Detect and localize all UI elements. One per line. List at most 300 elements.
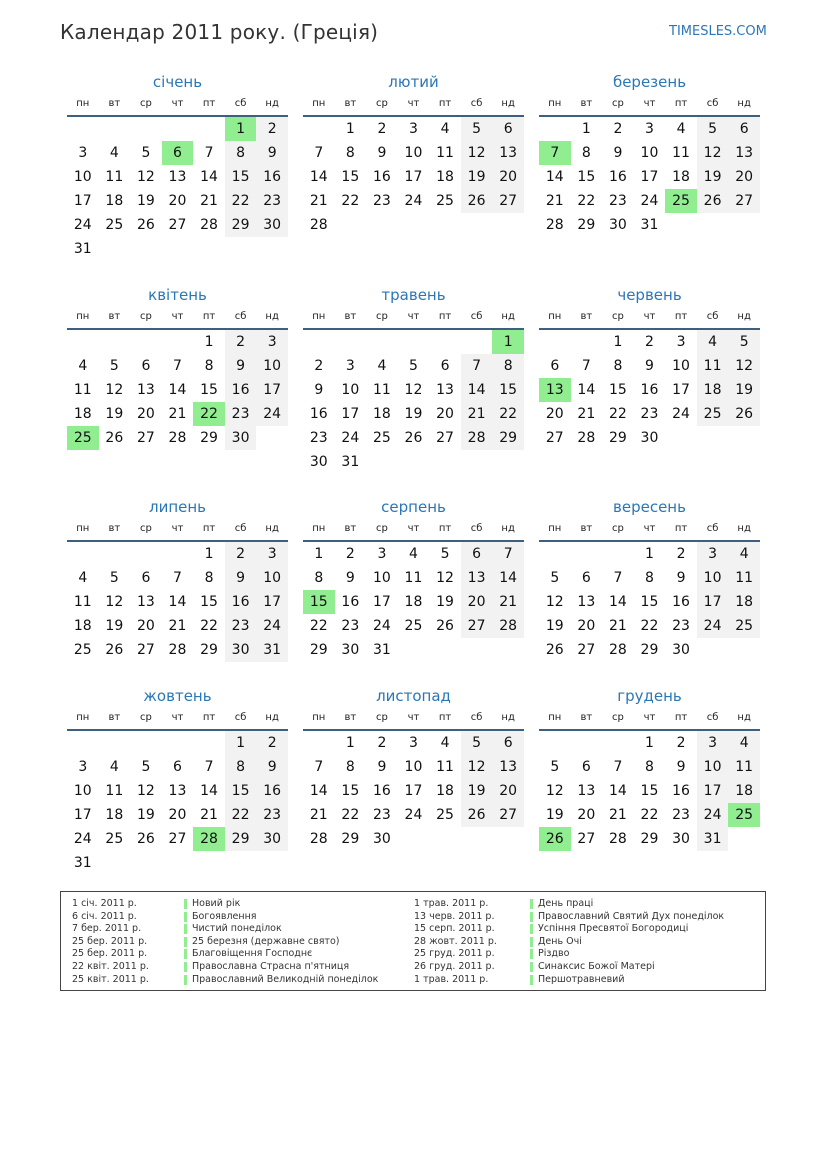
day-cell: 4 [109,145,119,161]
legend-date: 25 груд. 2011 р. [414,948,495,960]
empty-cell [398,330,430,354]
legend-date: 6 січ. 2011 р. [72,910,137,922]
day-cell: 17 [697,590,729,614]
day-cell: 12 [461,755,493,779]
day-cell: 28 [608,831,627,847]
day-cell: 15 [577,169,596,185]
day-cell: 22 [200,618,218,634]
month-6 [539,284,760,450]
day-cell: 6 [440,358,450,374]
day-cell: 28 [461,426,493,450]
legend-color-marker [184,899,187,909]
day-cell: 10 [697,755,729,779]
weekday-label: сб [234,523,247,534]
day-cell: 27 [728,189,760,213]
day-cell: 3 [676,334,686,350]
day-cell: 8 [645,570,654,586]
weekday-label: ср [611,311,624,322]
legend-holiday-name: 25 березня (державне свято) [192,935,340,947]
day-cell: 4 [78,358,88,374]
weekday-label: чт [643,523,656,534]
day-cell: 18 [436,783,454,799]
weekday-label: нд [265,712,279,723]
month-name: грудень [617,687,682,705]
holiday-day-cell: 1 [492,330,524,354]
weekday-label: пн [76,98,90,109]
month-name: червень [617,286,682,304]
weekday-label: ср [139,712,152,723]
legend-date: 28 жовт. 2011 р. [414,935,497,947]
empty-cell [539,731,571,755]
day-cell: 14 [608,783,627,799]
day-cell: 17 [372,594,391,610]
month-name: квітень [148,286,207,304]
empty-cell [303,117,335,141]
legend-date: 1 трав. 2011 р. [414,973,489,985]
day-cell: 18 [73,406,92,422]
day-cell: 13 [492,141,524,165]
day-cell: 5 [109,358,119,374]
day-cell: 5 [461,731,493,755]
day-cell: 4 [78,570,88,586]
day-cell: 21 [608,807,627,823]
day-cell: 30 [309,454,328,470]
weekday-label: сб [470,523,483,534]
day-cell: 15 [341,169,360,185]
weekday-label: пн [548,311,562,322]
weekday-header [67,707,288,731]
weekday-label: пт [202,311,216,322]
empty-cell [602,542,634,566]
day-cell: 12 [545,594,564,610]
month-12 [539,685,760,851]
day-cell: 7 [204,145,214,161]
day-cell: 16 [309,406,328,422]
day-cell: 17 [640,169,659,185]
day-cell: 3 [256,330,288,354]
day-cell: 31 [256,638,288,662]
day-cell: 6 [141,570,151,586]
day-cell: 4 [377,358,387,374]
empty-cell [162,542,194,566]
day-cell: 22 [341,193,360,209]
day-grid [303,542,524,662]
empty-cell [67,330,99,354]
day-cell: 18 [728,590,760,614]
day-cell: 24 [73,831,92,847]
day-cell: 23 [309,430,328,446]
day-cell: 9 [377,145,387,161]
empty-cell [130,731,162,755]
day-cell: 14 [200,783,218,799]
day-cell: 6 [581,759,591,775]
legend-date: 1 січ. 2011 р. [72,898,137,909]
day-cell: 11 [436,145,454,161]
day-cell: 6 [550,358,560,374]
day-cell: 23 [372,193,391,209]
day-grid [67,117,288,261]
weekday-label: пн [312,98,326,109]
day-cell: 22 [608,406,627,422]
day-cell: 15 [640,594,659,610]
month-name: березень [612,73,687,91]
day-cell: 22 [225,803,257,827]
weekday-label: ср [375,311,388,322]
weekday-label: пт [674,311,688,322]
day-cell: 10 [640,145,659,161]
day-cell: 15 [200,382,218,398]
day-cell: 22 [640,618,659,634]
day-cell: 18 [728,779,760,803]
day-cell: 11 [404,570,423,586]
day-cell: 13 [577,594,596,610]
day-cell: 6 [492,731,524,755]
day-cell: 30 [225,638,257,662]
day-cell: 20 [492,779,524,803]
weekday-label: пт [202,712,216,723]
empty-cell [539,542,571,566]
empty-cell [99,731,131,755]
weekday-label: нд [501,98,515,109]
empty-cell [162,117,194,141]
weekday-label: вт [344,98,357,109]
day-cell: 28 [168,430,187,446]
day-cell: 23 [256,189,288,213]
day-cell: 30 [256,827,288,851]
weekday-label: пн [76,311,90,322]
holiday-day-cell: 25 [728,803,760,827]
day-grid [539,542,760,662]
day-cell: 5 [109,570,119,586]
day-cell: 1 [204,546,214,562]
holiday-day-cell: 13 [539,378,571,402]
day-grid [67,731,288,875]
weekday-label: ср [375,98,388,109]
month-name: лютий [388,73,439,91]
day-cell: 27 [136,642,155,658]
weekday-label: вт [344,523,357,534]
legend-color-marker [530,912,533,922]
day-cell: 30 [608,217,627,233]
weekday-label: нд [737,311,751,322]
weekday-header [539,518,760,542]
day-cell: 27 [577,642,596,658]
weekday-label: пт [438,98,452,109]
day-cell: 30 [256,213,288,237]
day-cell: 27 [461,614,493,638]
weekday-label: вт [580,98,593,109]
day-cell: 12 [545,783,564,799]
day-cell: 9 [613,145,623,161]
weekday-label: чт [407,523,420,534]
legend-date: 26 груд. 2011 р. [414,961,495,972]
month-7 [67,496,288,662]
month-4 [67,284,288,450]
weekday-label: пт [674,523,688,534]
weekday-label: сб [470,311,483,322]
legend-date: 13 черв. 2011 р. [414,910,495,922]
weekday-label: нд [737,712,751,723]
day-cell: 11 [73,594,92,610]
day-cell: 29 [640,642,659,658]
day-cell: 29 [640,831,659,847]
day-cell: 10 [73,783,92,799]
month-name: серпень [381,498,446,516]
legend-holiday-name: Різдво [538,948,570,960]
day-cell: 12 [105,382,124,398]
day-cell: 14 [200,169,218,185]
day-cell: 17 [404,783,423,799]
weekday-label: сб [234,712,247,723]
weekday-label: пн [548,712,562,723]
month-name: вересень [613,498,686,516]
weekday-label: сб [234,98,247,109]
day-cell: 25 [73,642,92,658]
day-cell: 15 [225,779,257,803]
day-cell: 10 [697,566,729,590]
day-cell: 29 [225,213,257,237]
empty-cell [99,542,131,566]
day-cell: 9 [314,382,324,398]
day-cell: 11 [372,382,391,398]
legend-color-marker [184,937,187,947]
day-cell: 17 [672,382,690,398]
legend-holiday-name: Православна Страсна п'ятниця [192,961,350,972]
weekday-label: вт [108,523,121,534]
day-grid [303,330,524,474]
day-cell: 29 [492,426,524,450]
day-cell: 7 [314,145,324,161]
weekday-label: ср [611,98,624,109]
day-cell: 31 [372,642,391,658]
empty-cell [571,542,603,566]
day-cell: 24 [256,402,288,426]
day-cell: 10 [256,566,288,590]
empty-cell [193,117,225,141]
day-cell: 11 [105,783,124,799]
holiday-legend [60,891,766,991]
day-cell: 29 [608,430,627,446]
day-cell: 26 [105,642,124,658]
day-cell: 24 [73,217,92,233]
day-cell: 25 [697,402,729,426]
weekday-label: ср [139,98,152,109]
day-cell: 31 [341,454,360,470]
day-cell: 31 [697,827,729,851]
day-cell: 19 [105,406,124,422]
day-cell: 21 [168,618,187,634]
legend-holiday-name: День праці [538,898,594,909]
day-cell: 10 [404,145,423,161]
day-cell: 20 [577,807,596,823]
day-cell: 23 [341,618,360,634]
day-cell: 1 [225,731,257,755]
day-grid [539,117,760,237]
weekday-header [67,306,288,330]
weekday-label: чт [643,98,656,109]
legend-date: 25 квіт. 2011 р. [72,973,149,985]
weekday-label: сб [470,712,483,723]
day-cell: 27 [168,217,187,233]
day-cell: 31 [73,855,92,871]
weekday-label: вт [108,311,121,322]
day-cell: 27 [168,831,187,847]
day-cell: 12 [728,354,760,378]
day-cell: 10 [341,382,360,398]
day-cell: 14 [577,382,596,398]
day-cell: 6 [492,117,524,141]
day-cell: 18 [672,169,690,185]
weekday-header [539,707,760,731]
day-cell: 19 [136,193,155,209]
day-cell: 26 [545,642,564,658]
day-cell: 12 [136,783,155,799]
weekday-label: пн [312,523,326,534]
day-cell: 21 [461,402,493,426]
day-cell: 2 [676,735,686,751]
day-cell: 19 [545,807,564,823]
day-cell: 13 [136,594,155,610]
day-cell: 13 [728,141,760,165]
legend-holiday-name: Богоявлення [192,910,257,922]
day-cell: 24 [672,406,690,422]
day-cell: 19 [697,165,729,189]
holiday-day-cell: 25 [67,426,99,450]
day-cell: 15 [492,378,524,402]
empty-cell [162,330,194,354]
day-cell: 5 [728,330,760,354]
day-cell: 2 [645,334,654,350]
empty-cell [130,542,162,566]
day-grid [303,731,524,851]
day-cell: 3 [78,759,88,775]
weekday-label: чт [407,98,420,109]
weekday-label: нд [737,98,751,109]
day-cell: 5 [550,570,560,586]
day-cell: 28 [168,642,187,658]
day-cell: 9 [256,141,288,165]
legend-color-marker [184,962,187,972]
legend-color-marker [530,924,533,934]
weekday-label: чт [171,311,184,322]
day-cell: 28 [309,831,328,847]
day-cell: 2 [613,121,623,137]
day-cell: 16 [608,169,627,185]
day-cell: 9 [645,358,654,374]
site-link[interactable]: TIMESLES.COM [669,24,767,39]
day-cell: 22 [225,189,257,213]
day-cell: 18 [404,594,423,610]
day-cell: 27 [545,430,564,446]
day-cell: 20 [168,807,187,823]
day-cell: 22 [640,807,659,823]
day-cell: 2 [256,731,288,755]
day-cell: 4 [728,542,760,566]
weekday-header [539,306,760,330]
day-cell: 12 [436,570,454,586]
weekday-label: чт [643,712,656,723]
day-cell: 19 [436,594,454,610]
weekday-label: чт [643,311,656,322]
day-cell: 24 [697,614,729,638]
day-cell: 29 [341,831,360,847]
empty-cell [539,330,571,354]
day-cell: 20 [136,406,155,422]
legend-date: 25 бер. 2011 р. [72,935,148,947]
day-cell: 23 [225,402,257,426]
day-cell: 21 [200,807,218,823]
day-cell: 15 [640,783,659,799]
day-cell: 11 [672,145,690,161]
day-cell: 5 [550,759,560,775]
weekday-header [303,707,524,731]
empty-cell [193,731,225,755]
day-cell: 20 [577,618,596,634]
day-cell: 3 [78,145,88,161]
day-cell: 17 [256,378,288,402]
day-cell: 16 [256,165,288,189]
weekday-label: вт [108,98,121,109]
weekday-label: пн [312,311,326,322]
month-name: січень [152,73,203,91]
day-cell: 25 [728,614,760,638]
day-cell: 19 [404,406,423,422]
weekday-label: вт [344,712,357,723]
month-9 [539,496,760,662]
weekday-label: ср [375,712,388,723]
day-cell: 20 [728,165,760,189]
day-cell: 31 [73,241,92,257]
weekday-label: пт [674,98,688,109]
day-cell: 21 [309,807,328,823]
day-cell: 8 [645,759,654,775]
day-cell: 26 [105,430,124,446]
day-cell: 15 [608,382,627,398]
empty-cell [303,330,335,354]
day-cell: 7 [613,759,623,775]
weekday-header [67,93,288,117]
day-cell: 7 [613,570,623,586]
day-cell: 27 [492,189,524,213]
day-cell: 20 [436,406,454,422]
day-cell: 21 [577,406,596,422]
day-cell: 7 [492,542,524,566]
day-cell: 10 [372,570,391,586]
day-cell: 15 [341,783,360,799]
day-cell: 6 [141,358,151,374]
empty-cell [130,330,162,354]
day-cell: 20 [545,406,564,422]
month-name: жовтень [143,687,212,705]
day-cell: 1 [613,334,623,350]
day-cell: 20 [492,165,524,189]
day-cell: 26 [697,189,729,213]
day-cell: 30 [225,426,257,450]
day-cell: 17 [73,193,92,209]
weekday-header [539,93,760,117]
legend-color-marker [530,962,533,972]
holiday-day-cell: 15 [303,590,335,614]
day-cell: 20 [461,590,493,614]
legend-date: 1 трав. 2011 р. [414,898,489,909]
day-cell: 13 [136,382,155,398]
weekday-label: чт [171,98,184,109]
day-cell: 10 [73,169,92,185]
legend-holiday-name: Успіння Пресвятої Богородиці [538,923,689,935]
weekday-label: нд [501,311,515,322]
weekday-label: сб [706,523,719,534]
legend-color-marker [184,924,187,934]
